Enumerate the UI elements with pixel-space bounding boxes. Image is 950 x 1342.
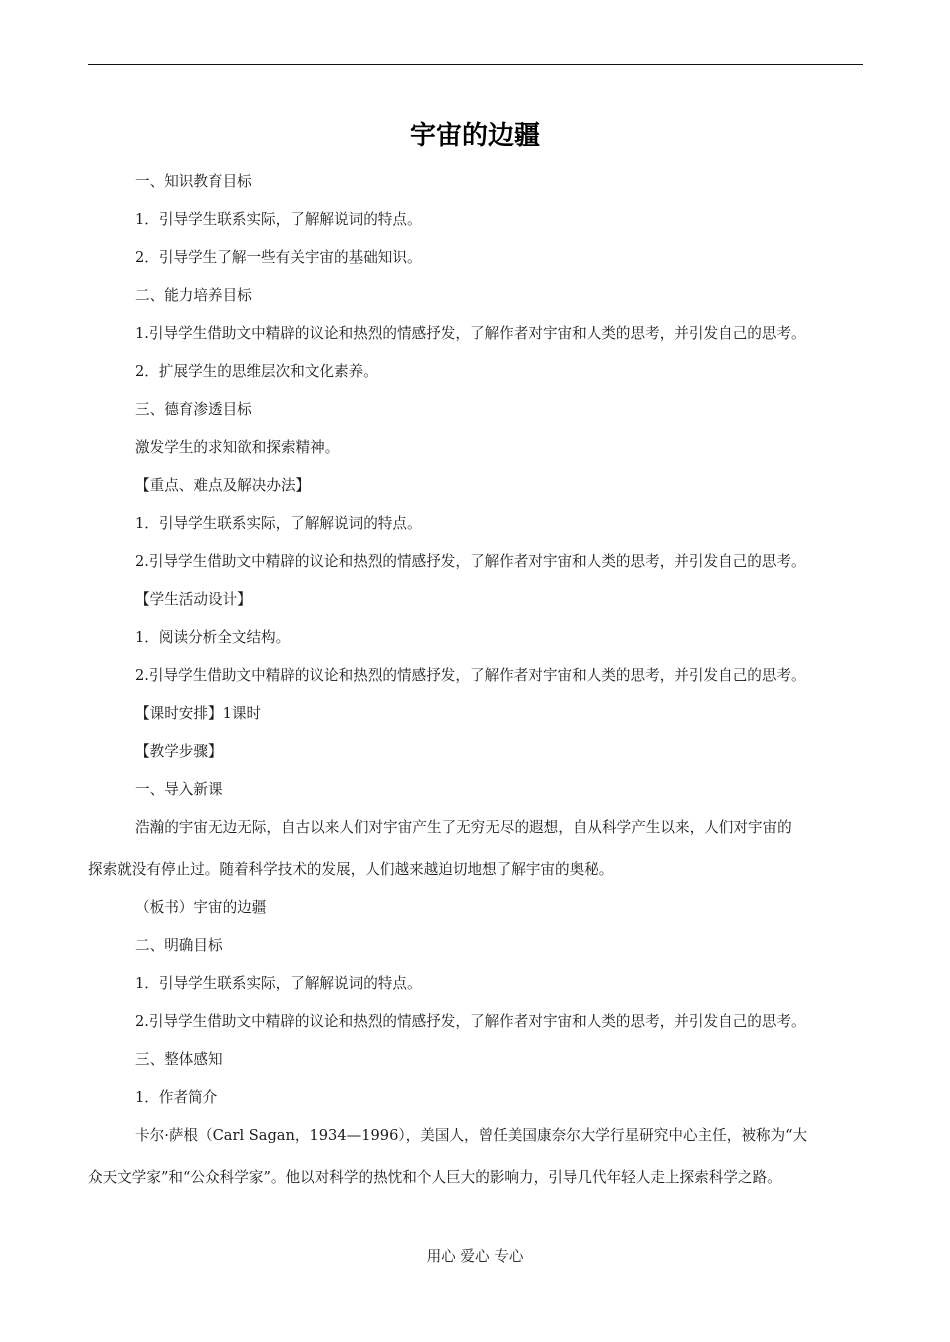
section-heading-key-points: 【重点、难点及解决办法】 xyxy=(135,477,311,494)
section-heading-introduction: 一、导入新课 xyxy=(135,781,223,798)
section-heading-teaching-steps: 【教学步骤】 xyxy=(135,743,223,760)
section-heading-student-activity: 【学生活动设计】 xyxy=(135,591,252,608)
board-note: （板书）宇宙的边疆 xyxy=(135,899,267,916)
section-heading-ability-goals: 二、能力培养目标 xyxy=(135,287,252,304)
paragraph: 卡尔·萨根（Carl Sagan，1934—1996），美国人，曾任美国康奈尔大学行星研究中心主任，被称为“大 xyxy=(135,1127,808,1144)
section-heading-moral-goals: 三、德育渗透目标 xyxy=(135,401,252,418)
section-heading-overview: 三、整体感知 xyxy=(135,1051,223,1068)
page-title: 宇宙的边疆 xyxy=(409,121,540,151)
list-item: 2.引导学生借助文中精辟的议论和热烈的情感抒发，了解作者对宇宙和人类的思考，并引发自己的思考。 xyxy=(135,1013,806,1030)
paragraph: 浩瀚的宇宙无边无际，自古以来人们对宇宙产生了无穷无尽的遐想，自从科学产生以来，人们对宇宙的 xyxy=(135,819,792,836)
list-item: 2.引导学生借助文中精辟的议论和热烈的情感抒发，了解作者对宇宙和人类的思考，并引发自己的思考。 xyxy=(135,553,806,570)
list-item: 2．引导学生了解一些有关宇宙的基础知识。 xyxy=(135,249,422,266)
list-item: 1．引导学生联系实际，了解解说词的特点。 xyxy=(135,515,422,532)
list-item: 2.引导学生借助文中精辟的议论和热烈的情感抒发，了解作者对宇宙和人类的思考，并引发自己的思考。 xyxy=(135,667,806,684)
page-footer: 用心 爱心 专心 xyxy=(426,1248,524,1265)
paragraph: 激发学生的求知欲和探索精神。 xyxy=(135,439,340,456)
list-item: 1.引导学生借助文中精辟的议论和热烈的情感抒发，了解作者对宇宙和人类的思考，并引发自己的思考。 xyxy=(135,325,806,342)
list-item: 1．阅读分析全文结构。 xyxy=(135,629,291,646)
list-item: 1．引导学生联系实际，了解解说词的特点。 xyxy=(135,211,422,228)
paragraph-continuation: 众天文学家”和“公众科学家”。他以对科学的热忱和个人巨大的影响力，引导几代年轻人走上探索科学之路。 xyxy=(88,1169,782,1186)
section-heading-clear-goals: 二、明确目标 xyxy=(135,937,223,954)
header-rule xyxy=(88,64,863,65)
section-heading-schedule: 【课时安排】1课时 xyxy=(135,705,262,722)
section-heading-knowledge-goals: 一、知识教育目标 xyxy=(135,173,252,190)
paragraph-continuation: 探索就没有停止过。随着科学技术的发展，人们越来越迫切地想了解宇宙的奥秘。 xyxy=(88,861,614,878)
list-item: 2．扩展学生的思维层次和文化素养。 xyxy=(135,363,378,380)
subsection-heading-author: 1．作者简介 xyxy=(135,1089,218,1106)
list-item: 1．引导学生联系实际，了解解说词的特点。 xyxy=(135,975,422,992)
